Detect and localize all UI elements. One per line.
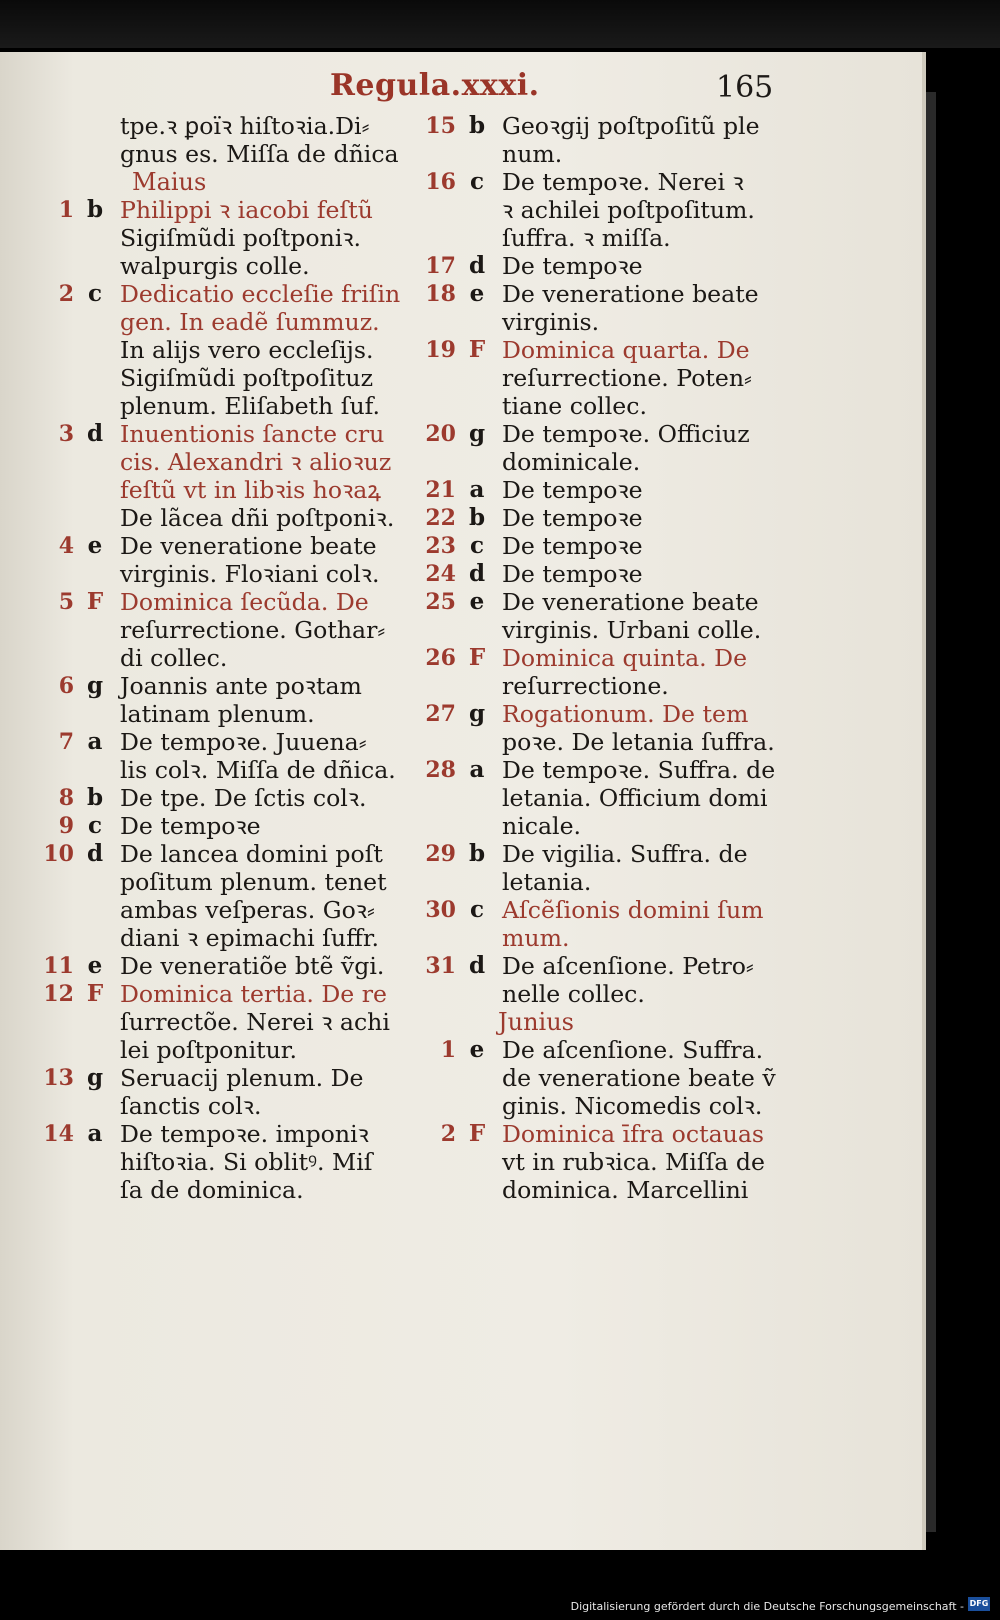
text-line: De tempoꝛe. Officiuz: [502, 420, 750, 448]
text-line: De tempoꝛe. Suffra. de: [502, 756, 776, 784]
running-head: Regula.xxxi.: [330, 68, 540, 103]
day-number: 15: [425, 113, 456, 139]
text-line: De tempoꝛe: [502, 476, 643, 504]
text-line: nicale.: [502, 812, 582, 840]
dominical-letter: F: [468, 644, 486, 671]
day-number: 23: [425, 533, 456, 559]
text-line: ambas veſperas. Goꝛ⸗: [120, 896, 375, 924]
text-line: De veneratiõe btẽ ṽgi.: [120, 952, 385, 980]
text-line: cis. Alexandri ꝛ alioꝛuz: [120, 448, 392, 476]
dominical-letter: F: [468, 336, 486, 363]
dominical-letter: F: [86, 980, 104, 1007]
page-number: 165: [716, 70, 774, 105]
text-line: De lancea domini poſt: [120, 840, 383, 868]
text-line: Dominica quinta. De: [502, 644, 748, 672]
calendar-entry: [418, 840, 770, 896]
text-line: reſurrectione. Poten⸗: [502, 364, 752, 392]
text-line: gnus es. Miſſa de dñica: [120, 140, 399, 168]
calendar-entry: [36, 280, 406, 420]
calendar-entry: [418, 560, 770, 588]
dominical-letter: a: [469, 476, 485, 503]
text-line: De tempoꝛe: [502, 504, 643, 532]
day-number: 6: [58, 673, 74, 699]
calendar-entries: [418, 112, 776, 1008]
dominical-letter: c: [469, 532, 484, 559]
dominical-letter: d: [86, 420, 104, 447]
text-line: gen. In eadẽ ſummuz.: [120, 308, 380, 336]
day-number: 1: [440, 1037, 456, 1063]
day-number: 4: [58, 533, 74, 559]
calendar-entry: [418, 532, 770, 560]
text-line: Dominica īfra octauas: [502, 1120, 765, 1148]
text-line: mum.: [502, 924, 570, 952]
calendar-entry: [418, 168, 770, 252]
text-line: ꝛ achilei poſtpoſitum.: [502, 196, 755, 224]
calendar-entry: [418, 504, 770, 532]
text-line: dominicale.: [502, 448, 641, 476]
text-line: De veneratione beate: [502, 588, 759, 616]
day-number: 29: [425, 841, 456, 867]
text-line: letania. Officium domi: [502, 784, 768, 812]
day-number: 20: [425, 421, 456, 447]
text-line: poꝛe. De letania ſuffra.: [502, 728, 775, 756]
calendar-entries: [418, 1036, 776, 1204]
calendar-entry: [36, 980, 406, 1064]
text-line: tiane collec.: [502, 392, 647, 420]
text-line: diani ꝛ epimachi ſuffr.: [120, 924, 380, 952]
day-number: 13: [43, 1065, 74, 1091]
day-number: 21: [425, 477, 456, 503]
day-number: 14: [43, 1121, 74, 1147]
scan-top-border: [0, 0, 1000, 48]
day-number: 30: [425, 897, 456, 923]
calendar-entry: [36, 812, 406, 840]
text-line: De tempoꝛe: [120, 812, 261, 840]
day-number: 2: [440, 1121, 456, 1147]
day-number: 16: [425, 169, 456, 195]
dominical-letter: a: [87, 728, 103, 755]
calendar-entry: [418, 280, 770, 336]
dominical-letter: c: [87, 812, 102, 839]
day-number: 10: [43, 841, 74, 867]
month-heading: Junius: [498, 1008, 574, 1036]
text-line: Seruacij plenum. De: [120, 1064, 364, 1092]
day-number: 28: [425, 757, 456, 783]
text-line: In alijs vero eccleſijs.: [120, 336, 374, 364]
calendar-entry: [418, 756, 776, 840]
text-line: lis colꝛ. Miſſa de dñica.: [120, 756, 396, 784]
text-line: Inuentionis ſancte cru: [120, 420, 385, 448]
calendar-entry: [418, 952, 770, 1008]
calendar-entry: [418, 1036, 776, 1120]
text-line: Geoꝛgij poſtpoſitũ ple: [502, 112, 760, 140]
text-line: Joannis ante poꝛtam: [120, 672, 362, 700]
day-number: 27: [425, 701, 456, 727]
text-line: poſitum plenum. tenet: [120, 868, 387, 896]
text-line: Philippi ꝛ iacobi feſtũ: [120, 196, 373, 224]
day-number: 18: [425, 281, 456, 307]
calendar-entry: [36, 672, 406, 728]
text-line: Dominica quarta. De: [502, 336, 750, 364]
text-line: plenum. Eliſabeth ſuf.: [120, 392, 381, 420]
digitization-credit: Digitalisierung gefördert durch die Deutsche Forschungsgemeinschaft -: [570, 1600, 964, 1613]
text-line: Sigiſmũdi poſtponiꝛ.: [120, 224, 362, 252]
text-line: De aſcenſione. Petro⸗: [502, 952, 754, 980]
dominical-letter: e: [87, 532, 103, 559]
calendar-entry: [418, 644, 770, 700]
day-number: 25: [425, 589, 456, 615]
dominical-letter: g: [86, 672, 104, 699]
dominical-letter: b: [468, 840, 486, 867]
dominical-letter: c: [87, 280, 102, 307]
text-line: De veneratione beate: [120, 532, 377, 560]
dfg-logo: DFG: [968, 1597, 990, 1611]
text-line: de veneratione beate ṽ: [502, 1064, 776, 1092]
calendar-entry: [418, 700, 775, 756]
day-number: 26: [425, 645, 456, 671]
dominical-letter: e: [469, 280, 485, 307]
calendar-entry: [418, 420, 770, 476]
text-line: De lãcea dñi poſtponiꝛ.: [120, 504, 395, 532]
calendar-entry: [36, 952, 406, 980]
dominical-letter: b: [86, 784, 104, 811]
dominical-letter: d: [86, 840, 104, 867]
calendar-entries: [36, 196, 406, 1204]
intro-entry: [36, 112, 406, 168]
calendar-entry: [36, 196, 406, 280]
text-line: virginis. Floꝛiani colꝛ.: [120, 560, 380, 588]
text-line: Dominica ſecũda. De: [120, 588, 369, 616]
text-line: feſtũ vt in libꝛis hoꝛaꝝ: [120, 476, 381, 504]
text-line: num.: [502, 140, 563, 168]
dominical-letter: e: [469, 588, 485, 615]
dominical-letter: g: [468, 420, 486, 447]
text-line: ſuffra. ꝛ miſſa.: [502, 224, 671, 252]
dominical-letter: c: [469, 896, 484, 923]
text-line: ſa de dominica.: [120, 1176, 304, 1204]
text-line: Rogationum. De tem: [502, 700, 749, 728]
dominical-letter: d: [468, 252, 486, 279]
text-line: De aſcenſione. Suffra.: [502, 1036, 764, 1064]
calendar-entry: [36, 420, 406, 532]
text-line: De tpe. De ſctis colꝛ.: [120, 784, 367, 812]
calendar-entry: [418, 336, 770, 420]
page-edge-shadow: [926, 92, 936, 1532]
dominical-letter: F: [86, 588, 104, 615]
day-number: 24: [425, 561, 456, 587]
calendar-entry: [36, 588, 406, 672]
dominical-letter: a: [87, 1120, 103, 1147]
calendar-entry: [418, 476, 770, 504]
text-line: virginis. Urbani colle.: [502, 616, 762, 644]
text-line: Sigiſmũdi poſtpoſituz: [120, 364, 374, 392]
day-number: 19: [425, 337, 456, 363]
day-number: 7: [58, 729, 74, 755]
text-line: De tempoꝛe: [502, 252, 643, 280]
calendar-entry: [36, 784, 406, 812]
dominical-letter: b: [468, 112, 486, 139]
dominical-letter: e: [87, 952, 103, 979]
dominical-letter: g: [86, 1064, 104, 1091]
right-column: [418, 112, 776, 1204]
text-line: De veneratione beate: [502, 280, 759, 308]
text-line: vt in rubꝛica. Miſſa de: [502, 1148, 765, 1176]
calendar-entry: [36, 1064, 406, 1120]
calendar-entry: [36, 532, 406, 588]
text-line: De tempoꝛe: [502, 560, 643, 588]
text-line: reſurrectione. Gothar⸗: [120, 616, 386, 644]
text-line: De vigilia. Suffra. de: [502, 840, 748, 868]
text-line: ſurrectõe. Nerei ꝛ achi: [120, 1008, 390, 1036]
dominical-letter: d: [468, 952, 486, 979]
left-column: [36, 112, 406, 1204]
text-line: Aſcẽſionis domini ſum: [502, 896, 764, 924]
calendar-entry: [418, 896, 770, 952]
text-line: nelle collec.: [502, 980, 645, 1008]
dominical-letter: e: [469, 1036, 485, 1063]
day-number: 9: [58, 813, 74, 839]
day-number: 12: [43, 981, 74, 1007]
text-line: Dominica tertia. De re: [120, 980, 387, 1008]
text-line: latinam plenum.: [120, 700, 315, 728]
text-line: De tempoꝛe: [502, 532, 643, 560]
calendar-entry: [418, 588, 770, 644]
text-line: De tempoꝛe. Juuena⸗: [120, 728, 367, 756]
dominical-letter: b: [86, 196, 104, 223]
dominical-letter: c: [469, 168, 484, 195]
dominical-letter: a: [469, 756, 485, 783]
calendar-entry: [418, 252, 770, 280]
calendar-entry: [36, 1120, 406, 1204]
day-number: 1: [58, 197, 74, 223]
day-number: 31: [425, 953, 456, 979]
calendar-entry: [418, 1120, 770, 1204]
day-number: 22: [425, 505, 456, 531]
dominical-letter: d: [468, 560, 486, 587]
day-number: 2: [58, 281, 74, 307]
day-number: 5: [58, 589, 74, 615]
text-line: tpe.ꝛ ꝑoïꝛ hiſtoꝛia.Di⸗: [120, 112, 370, 140]
day-number: 8: [58, 785, 74, 811]
text-line: reſurrectione.: [502, 672, 669, 700]
month-heading: Maius: [132, 168, 207, 196]
text-line: walpurgis colle.: [120, 252, 310, 280]
text-line: di collec.: [120, 644, 228, 672]
calendar-entry: [36, 728, 406, 784]
text-line: ſanctis colꝛ.: [120, 1092, 262, 1120]
text-line: ginis. Nicomedis colꝛ.: [502, 1092, 763, 1120]
text-line: letania.: [502, 868, 592, 896]
text-line: De tempoꝛe. Nerei ꝛ: [502, 168, 744, 196]
day-number: 11: [43, 953, 74, 979]
calendar-entry: [418, 112, 770, 168]
dominical-letter: b: [468, 504, 486, 531]
text-line: dominica. Marcellini: [502, 1176, 749, 1204]
day-number: 3: [58, 421, 74, 447]
text-line: Dedicatio eccleſie friſin: [120, 280, 401, 308]
calendar-entry: [36, 840, 406, 952]
day-number: 17: [425, 253, 456, 279]
text-line: hiſtoꝛia. Si oblitꝰ. Miſ: [120, 1148, 373, 1176]
text-line: De tempoꝛe. imponiꝛ: [120, 1120, 369, 1148]
text-line: virginis.: [502, 308, 600, 336]
dominical-letter: g: [468, 700, 486, 727]
dominical-letter: F: [468, 1120, 486, 1147]
text-line: lei poſtponitur.: [120, 1036, 297, 1064]
